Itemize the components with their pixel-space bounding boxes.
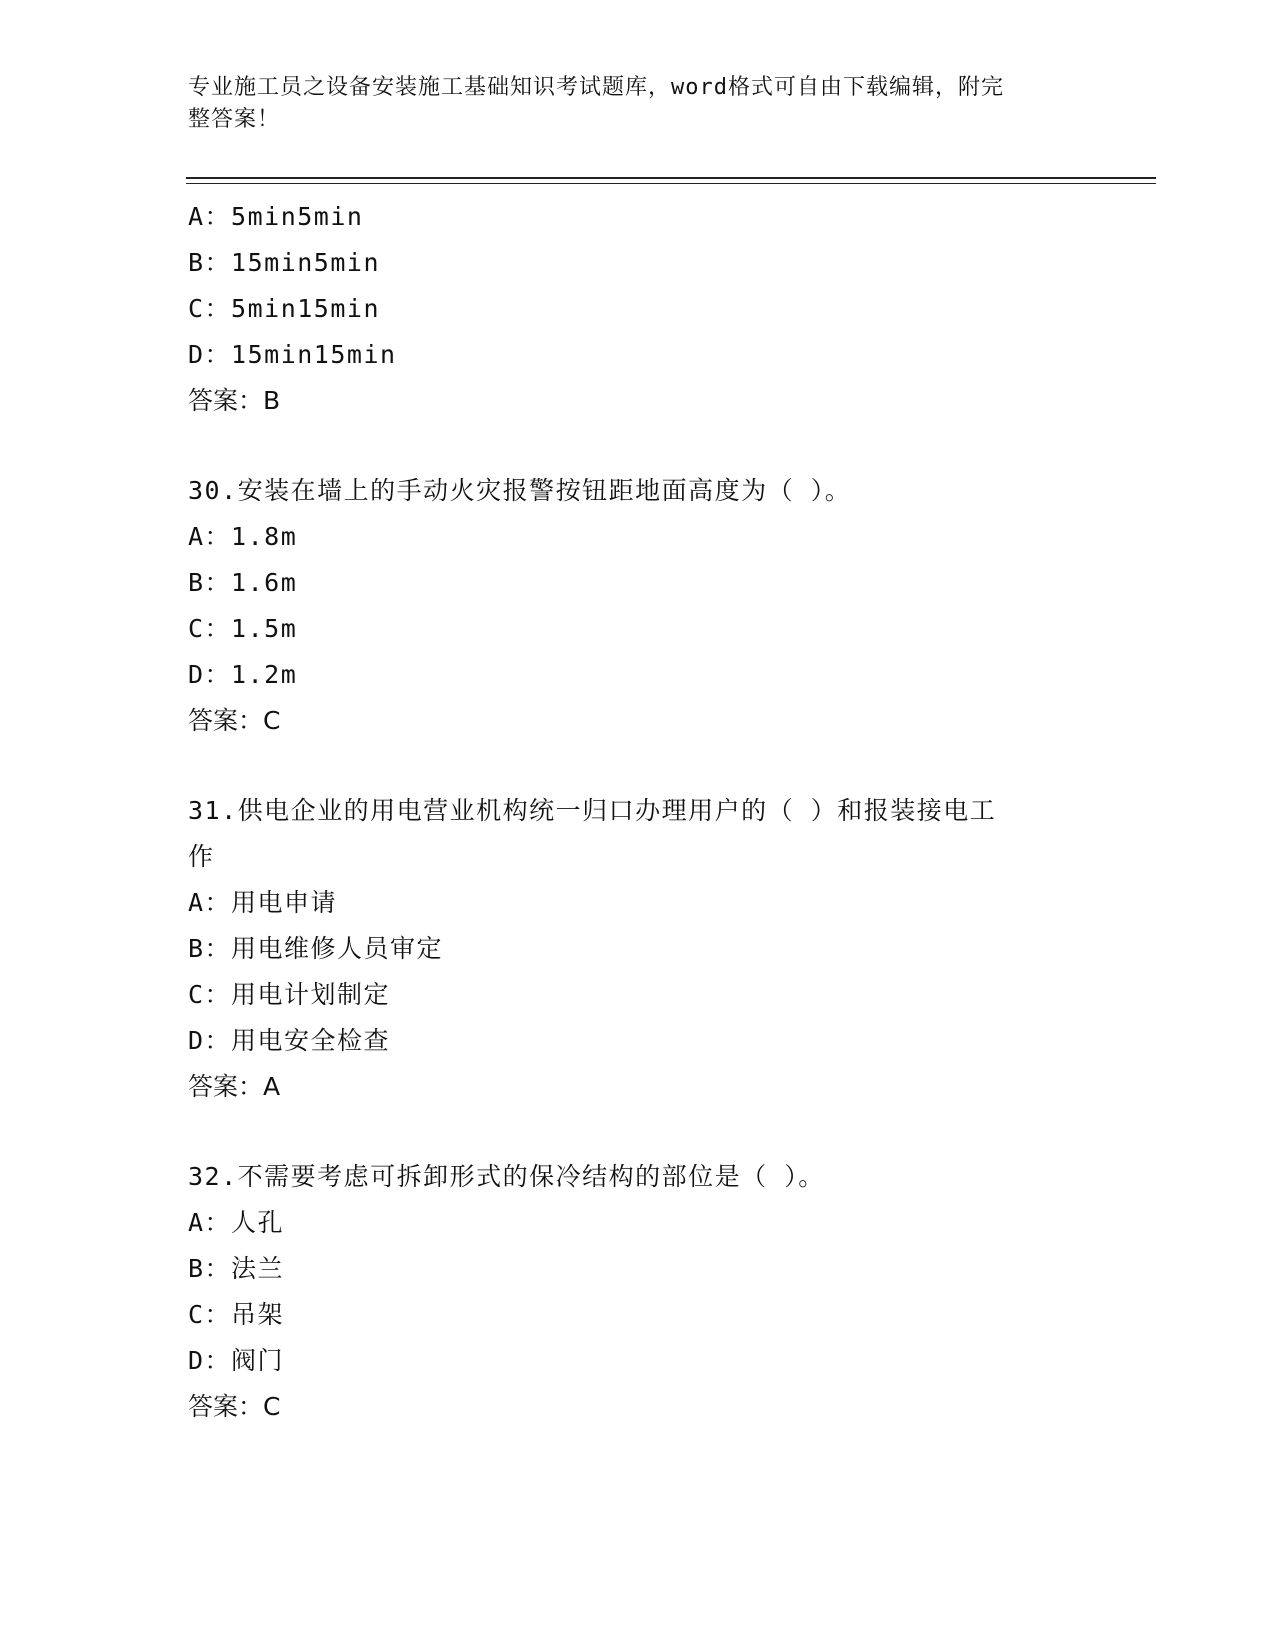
header-rule-bottom bbox=[186, 183, 1156, 184]
answer: 答案：A bbox=[188, 1072, 281, 1101]
option-b: B：用电维修人员审定 bbox=[188, 934, 444, 963]
header-line-2: 整答案！ bbox=[188, 107, 281, 132]
spacer bbox=[188, 424, 1088, 468]
option-b: B：15min5min bbox=[188, 248, 381, 277]
option-d: D：15min15min bbox=[188, 340, 397, 369]
option-b: B：法兰 bbox=[188, 1254, 285, 1283]
option-b: B：1.6m bbox=[188, 568, 298, 597]
option-d: D：用电安全检查 bbox=[188, 1026, 391, 1055]
question-30-block bbox=[188, 468, 1088, 744]
option-a: A：1.8m bbox=[188, 522, 298, 551]
header-line-1: 专业施工员之设备安装施工基础知识考试题库，word格式可自由下载编辑，附完 bbox=[188, 75, 1004, 100]
question-list bbox=[188, 194, 1088, 1430]
option-c: C：吊架 bbox=[188, 1300, 285, 1329]
option-a: A：5min5min bbox=[188, 202, 364, 231]
option-a: A：人孔 bbox=[188, 1208, 285, 1237]
question-text: 30.安装在墙上的手动火灾报警按钮距地面高度为（ ）。 bbox=[188, 476, 852, 505]
answer: 答案：B bbox=[188, 386, 281, 415]
header-rule-top bbox=[186, 177, 1156, 179]
answer: 答案：C bbox=[188, 1392, 281, 1421]
option-d: D：1.2m bbox=[188, 660, 298, 689]
option-d: D：阀门 bbox=[188, 1346, 285, 1375]
question-29-block bbox=[188, 194, 1088, 424]
option-c: C：用电计划制定 bbox=[188, 980, 391, 1009]
option-a: A：用电申请 bbox=[188, 888, 338, 917]
question-32-block bbox=[188, 1154, 1088, 1430]
question-31-block bbox=[188, 788, 1088, 1110]
spacer bbox=[188, 744, 1088, 788]
question-text-line-1: 31.供电企业的用电营业机构统一归口办理用户的（ ）和报装接电工 bbox=[188, 796, 997, 825]
question-text: 32.不需要考虑可拆卸形式的保冷结构的部位是（ ）。 bbox=[188, 1162, 825, 1191]
option-c: C：5min15min bbox=[188, 294, 381, 323]
document-header bbox=[188, 72, 1068, 136]
spacer bbox=[188, 1110, 1088, 1154]
question-text-line-2: 作 bbox=[188, 842, 215, 871]
answer: 答案：C bbox=[188, 706, 281, 735]
option-c: C：1.5m bbox=[188, 614, 298, 643]
